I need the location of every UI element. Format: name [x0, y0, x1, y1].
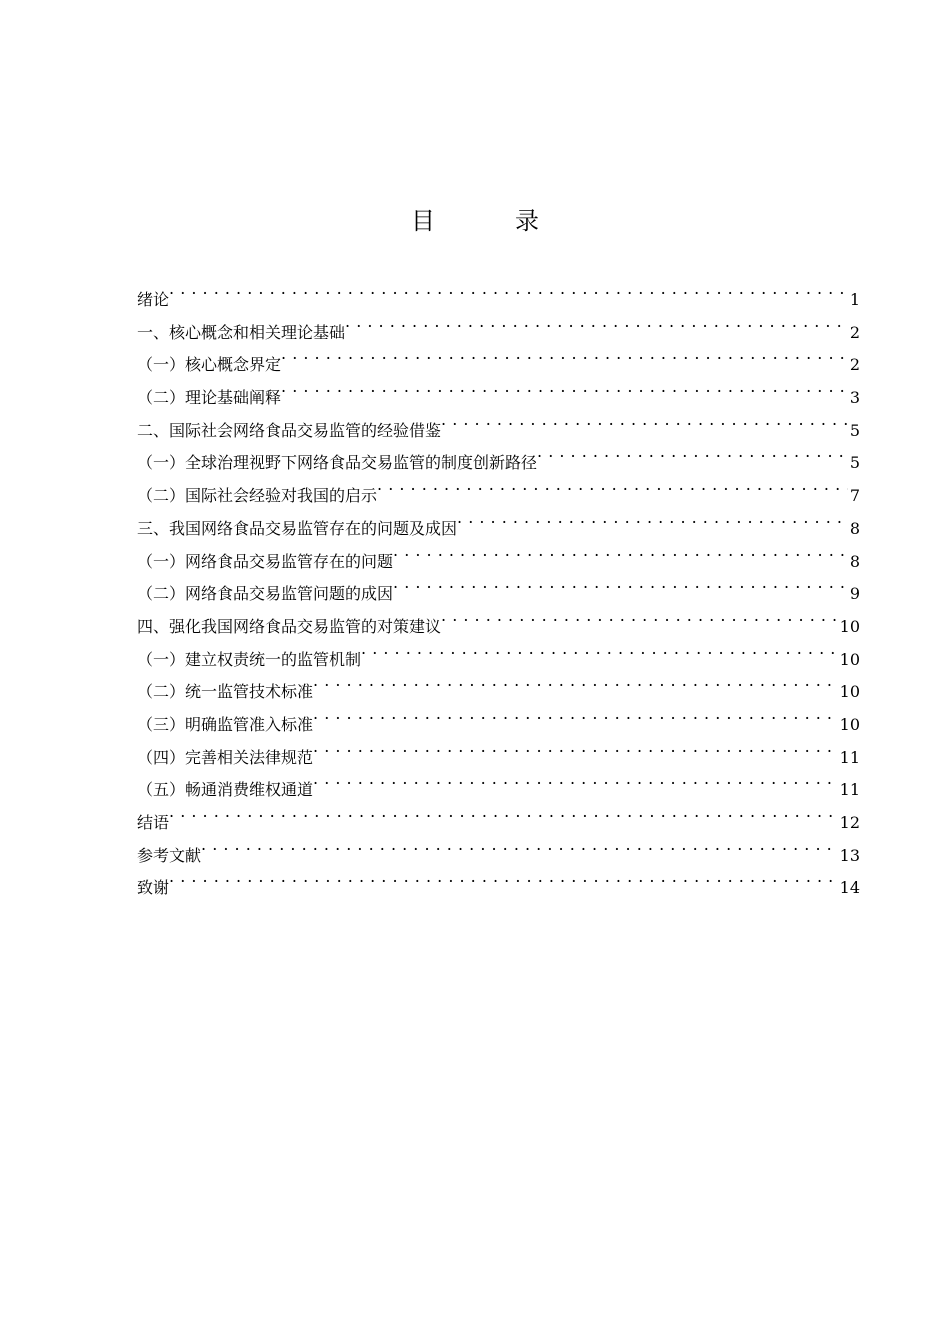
toc-entry-label: 二、国际社会网络食品交易监管的经验借鉴	[137, 420, 442, 440]
toc-entry-page: 8	[849, 518, 860, 538]
toc-entry-label: 三、我国网络食品交易监管存在的问题及成因	[137, 518, 458, 538]
dot-leader	[313, 698, 838, 730]
toc-entry[interactable]	[137, 306, 860, 342]
dot-leader	[281, 338, 848, 370]
toc-entry-page: 5	[849, 453, 860, 473]
toc-entry-page: 12	[839, 813, 860, 832]
toc-list	[137, 273, 860, 898]
toc-entry-page: 9	[849, 584, 860, 604]
toc-entry-page: 10	[839, 682, 860, 702]
toc-entry-page: 3	[849, 388, 860, 408]
toc-entry-page: 11	[839, 747, 860, 767]
toc-entry-label: （二）国际社会经验对我国的启示	[137, 486, 378, 506]
dot-leader	[313, 731, 838, 763]
toc-entry[interactable]	[137, 796, 860, 832]
dot-leader	[169, 861, 838, 893]
toc-entry-label: （二）网络食品交易监管问题的成因	[137, 584, 394, 604]
dot-leader	[393, 567, 848, 599]
toc-entry-label: （一）网络食品交易监管存在的问题	[137, 551, 394, 571]
toc-entry[interactable]	[137, 829, 860, 865]
dot-leader	[441, 404, 848, 436]
toc-entry-page: 14	[839, 878, 860, 898]
toc-entry-label: 一、核心概念和相关理论基础	[137, 322, 346, 342]
toc-entry-page: 7	[849, 486, 860, 506]
toc-entry-label: （五）畅通消费维权通道	[137, 780, 314, 800]
toc-entry[interactable]	[137, 273, 860, 309]
toc-entry-page: 8	[849, 551, 860, 571]
toc-entry-label: 参考文献	[137, 845, 202, 865]
toc-entry-label: 结语	[137, 813, 170, 832]
dot-leader	[393, 535, 848, 567]
toc-entry-label: （一）建立权责统一的监管机制	[137, 649, 362, 669]
toc-entry-label: （三）明确监管准入标准	[137, 714, 314, 734]
toc-entry-page: 1	[849, 290, 860, 309]
dot-leader	[169, 796, 838, 828]
toc-entry[interactable]	[137, 861, 860, 898]
toc-entry-page: 10	[839, 616, 860, 636]
dot-leader	[361, 633, 838, 665]
dot-leader	[313, 665, 838, 697]
toc-entry-label: 致谢	[137, 878, 170, 898]
toc-entry-page: 13	[839, 845, 860, 865]
dot-leader	[377, 469, 848, 501]
toc-entry-page: 10	[839, 649, 860, 669]
toc-entry-label: （一）全球治理视野下网络食品交易监管的制度创新路径	[137, 453, 538, 473]
toc-entry-label: 四、强化我国网络食品交易监管的对策建议	[137, 616, 442, 636]
toc-entry-page: 5	[849, 420, 860, 440]
toc-entry-label: 绪论	[137, 290, 170, 309]
toc-entry-page: 2	[849, 322, 860, 342]
toc-title: 目 录	[411, 207, 567, 235]
dot-leader	[537, 436, 848, 468]
dot-leader	[169, 273, 848, 305]
toc-entry-label: （一）核心概念界定	[137, 355, 282, 375]
dot-leader	[345, 306, 848, 338]
toc-entry-page: 11	[839, 780, 860, 800]
toc-entry-page: 2	[849, 355, 860, 375]
dot-leader	[281, 371, 848, 403]
dot-leader	[201, 829, 838, 861]
toc-entry-page: 10	[839, 714, 860, 734]
dot-leader	[313, 763, 838, 795]
dot-leader	[457, 502, 848, 534]
toc-entry-label: （二）理论基础阐释	[137, 388, 282, 408]
dot-leader	[441, 600, 838, 632]
toc-entry-label: （四）完善相关法律规范	[137, 747, 314, 767]
toc-entry-label: （二）统一监管技术标准	[137, 682, 314, 702]
